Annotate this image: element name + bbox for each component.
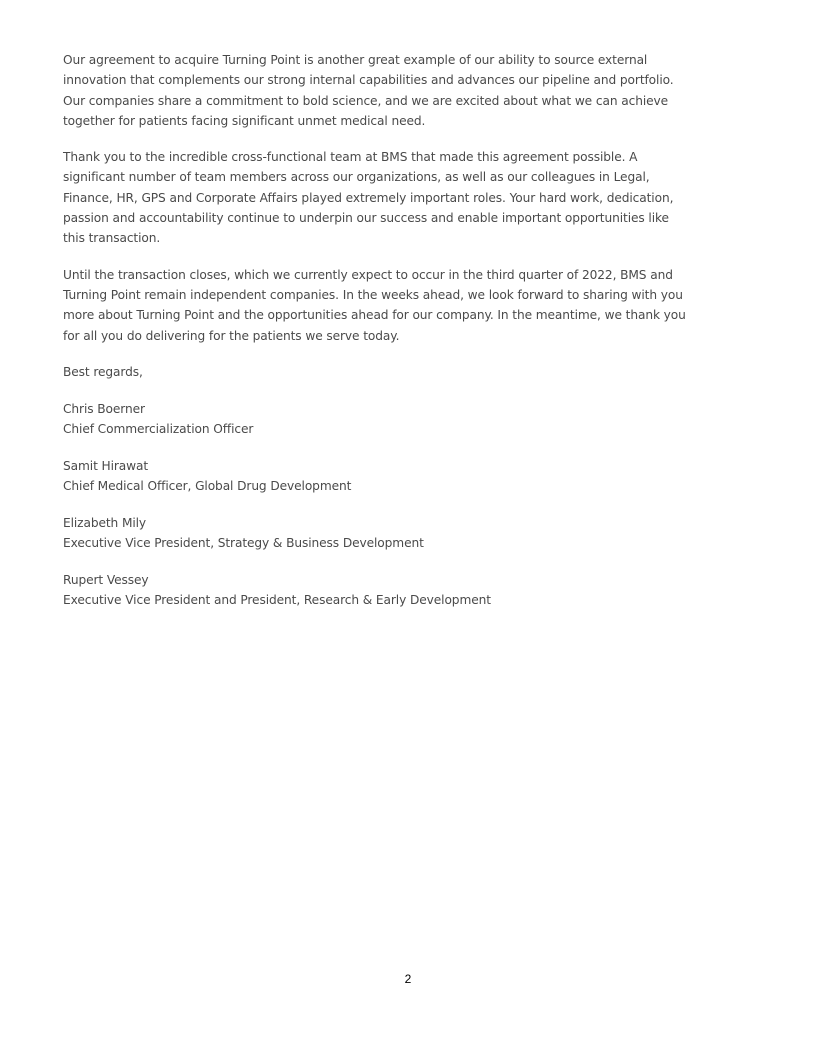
- signer-title: Executive Vice President, Strategy & Business Development: [63, 536, 424, 551]
- paragraph-line: significant number of team members across our organizations, as well as our colleagues in Legal,: [63, 170, 650, 185]
- page-number: 2: [404, 972, 412, 986]
- paragraph-thanks: [63, 147, 673, 248]
- paragraph-line: Turning Point remain independent companies. In the weeks ahead, we look forward to sharing with you: [63, 287, 683, 302]
- paragraph-line: Our agreement to acquire Turning Point is another great example of our ability to source external: [63, 53, 648, 67]
- letter-body: [63, 50, 686, 627]
- signer-name: Rupert Vessey: [63, 572, 149, 587]
- closing-salutation: Best regards,: [63, 364, 143, 379]
- paragraph-transaction-close: [63, 265, 686, 346]
- paragraph-line: Finance, HR, GPS and Corporate Affairs played extremely important roles. Your hard work, dedication,: [63, 190, 674, 205]
- paragraph-line: passion and accountability continue to underpin our success and enable important opportunities like: [63, 211, 669, 226]
- paragraph-line: more about Turning Point and the opportunities ahead for our company. In the meantime, we thank you: [63, 308, 686, 323]
- paragraph-line: this transaction.: [63, 231, 161, 246]
- signer-title: Chief Medical Officer, Global Drug Development: [63, 479, 352, 494]
- paragraph-line: together for patients facing significant unmet medical need.: [63, 113, 426, 128]
- paragraph-acquisition: [63, 50, 673, 131]
- signature-block: [63, 513, 673, 554]
- signature-block: [63, 399, 673, 440]
- signature-block: [63, 456, 673, 497]
- signer-name: Samit Hirawat: [63, 458, 149, 473]
- signer-title: Executive Vice President and President, Research & Early Development: [63, 593, 491, 608]
- signer-name: Elizabeth Mily: [63, 515, 147, 530]
- paragraph-line: innovation that complements our strong internal capabilities and advances our pipeline and portfolio.: [63, 73, 674, 88]
- paragraph-line: Our companies share a commitment to bold science, and we are excited about what we can achieve: [63, 93, 669, 108]
- paragraph-line: Until the transaction closes, which we currently expect to occur in the third quarter of 2022, BMS and: [63, 267, 673, 282]
- signer-name: Chris Boerner: [63, 401, 145, 416]
- paragraph-line: for all you do delivering for the patients we serve today.: [63, 328, 400, 343]
- signature-block: [63, 570, 673, 611]
- signer-title: Chief Commercialization Officer: [63, 421, 254, 436]
- paragraph-line: Thank you to the incredible cross-functional team at BMS that made this agreement possible. A: [63, 150, 638, 165]
